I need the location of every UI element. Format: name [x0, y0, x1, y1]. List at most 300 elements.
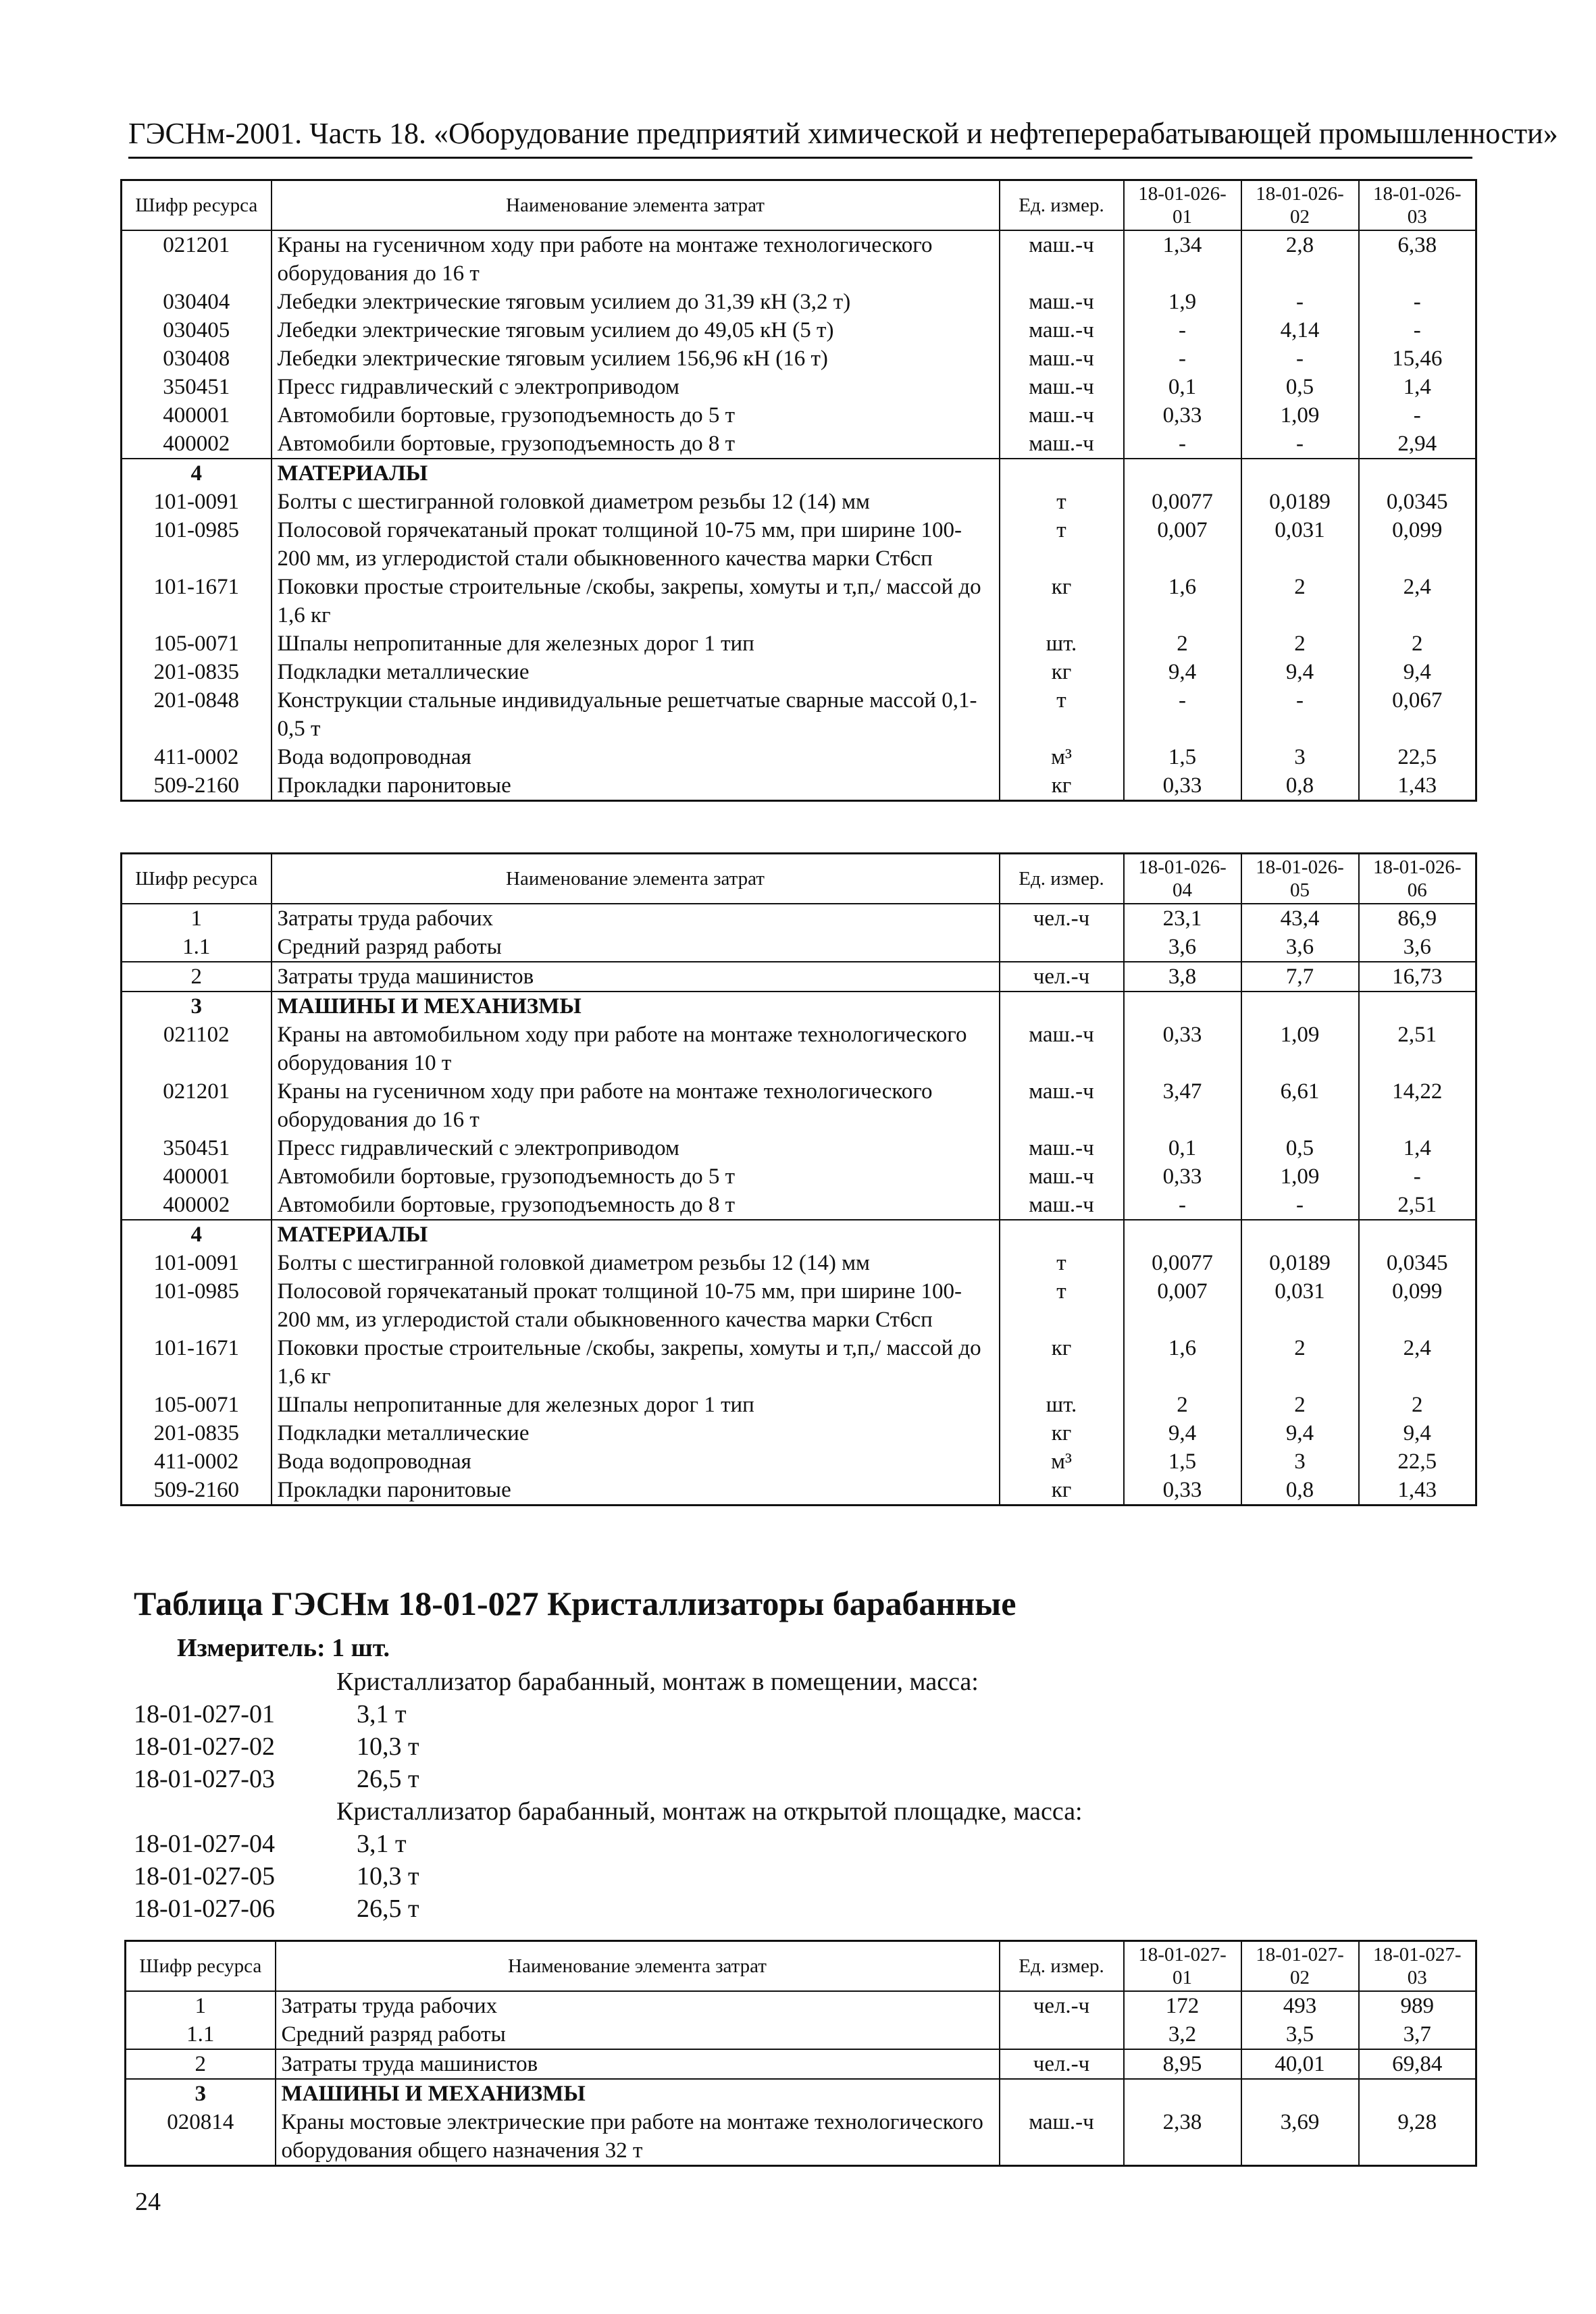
- resource-code: 101-0091: [122, 488, 272, 516]
- value-col-1: [1124, 1220, 1241, 1249]
- value-col-1: [1124, 459, 1241, 488]
- unit-cell: м³: [1000, 1447, 1124, 1476]
- header-unit: Ед. измер.: [1000, 180, 1124, 230]
- resource-name: Подкладки металлические: [272, 1419, 1000, 1447]
- value-col-3: 9,28: [1359, 2108, 1476, 2166]
- table-row: [122, 962, 1476, 992]
- unit-cell: маш.-ч: [1000, 288, 1124, 316]
- header-name: Наименование элемента затрат: [272, 180, 1000, 230]
- variant-code: 18-01-027-02: [134, 1732, 275, 1761]
- resource-code: 411-0002: [122, 743, 272, 771]
- resource-name: Краны на гусеничном ходу при работе на монтаже технологического оборудования до 16 т: [272, 230, 1000, 288]
- value-col-3: 16,73: [1359, 962, 1476, 992]
- value-col-1: 3,8: [1124, 962, 1241, 992]
- value-col-3: 22,5: [1359, 743, 1476, 771]
- unit-cell: маш.-ч: [1000, 430, 1124, 459]
- value-col-1: -: [1124, 344, 1241, 373]
- value-col-2: 3: [1241, 1447, 1359, 1476]
- table-header-row: [126, 1941, 1476, 1991]
- resource-name: Вода водопроводная: [272, 1447, 1000, 1476]
- group-title: Кристаллизатор барабанный, монтаж на открытой площадке, масса:: [336, 1797, 1083, 1826]
- value-col-2: 4,14: [1241, 316, 1359, 344]
- value-col-1: [1124, 2079, 1241, 2108]
- value-col-3: 3,6: [1359, 933, 1476, 962]
- unit-cell: кг: [1000, 771, 1124, 801]
- value-col-3: 14,22: [1359, 1077, 1476, 1134]
- resource-code: 201-0848: [122, 686, 272, 743]
- value-col-2: 9,4: [1241, 658, 1359, 686]
- value-col-1: 0,33: [1124, 1476, 1241, 1506]
- resource-code: 2: [122, 962, 272, 992]
- value-col-3: 2: [1359, 1391, 1476, 1419]
- resource-code: 1.1: [126, 2020, 276, 2049]
- section-title: Таблица ГЭСНм 18-01-027 Кристаллизаторы барабанные: [134, 1585, 1016, 1622]
- resource-name: Средний разряд работы: [272, 933, 1000, 962]
- resource-code: 021201: [122, 230, 272, 288]
- table-row: [122, 1419, 1476, 1447]
- value-col-3: 0,0345: [1359, 1249, 1476, 1277]
- table-row: [122, 1162, 1476, 1191]
- value-col-2: 40,01: [1241, 2049, 1359, 2079]
- value-col-3: 1,4: [1359, 373, 1476, 401]
- resource-code: 021201: [122, 1077, 272, 1134]
- unit-cell: [1000, 933, 1124, 962]
- value-col-1: 23,1: [1124, 904, 1241, 933]
- table-row: [122, 1391, 1476, 1419]
- resource-name: Шпалы непропитанные для железных дорог 1 тип: [272, 1391, 1000, 1419]
- unit-cell: кг: [1000, 1476, 1124, 1506]
- unit-cell: т: [1000, 1277, 1124, 1334]
- resource-code: 350451: [122, 1134, 272, 1162]
- resource-code: 030405: [122, 316, 272, 344]
- unit-cell: маш.-ч: [1000, 1191, 1124, 1220]
- value-col-1: 1,5: [1124, 743, 1241, 771]
- value-col-2: 1,09: [1241, 1021, 1359, 1077]
- table-row: [122, 316, 1476, 344]
- header-code: Шифр ресурса: [122, 854, 272, 904]
- resource-code: 030404: [122, 288, 272, 316]
- header-name: Наименование элемента затрат: [272, 854, 1000, 904]
- resource-name: Болты с шестигранной головкой диаметром резьбы 12 (14) мм: [272, 1249, 1000, 1277]
- value-col-3: 0,099: [1359, 1277, 1476, 1334]
- group-title: Кристаллизатор барабанный, монтаж в помещении, масса:: [336, 1668, 979, 1696]
- variant-value: 10,3 т: [357, 1862, 419, 1891]
- resource-name: Шпалы непропитанные для железных дорог 1 тип: [272, 629, 1000, 658]
- value-col-3: 1,43: [1359, 771, 1476, 801]
- value-col-2: [1241, 459, 1359, 488]
- value-col-2: 3: [1241, 743, 1359, 771]
- resource-code: 030408: [122, 344, 272, 373]
- resource-name: Лебедки электрические тяговым усилием 156,96 кН (16 т): [272, 344, 1000, 373]
- table-row: [122, 344, 1476, 373]
- value-col-3: [1359, 2079, 1476, 2108]
- value-col-2: 0,8: [1241, 1476, 1359, 1506]
- header-col-3: 18-01-026-03: [1359, 180, 1476, 230]
- resource-name: Вода водопроводная: [272, 743, 1000, 771]
- resource-code: 2: [126, 2049, 276, 2079]
- resource-code: 201-0835: [122, 658, 272, 686]
- value-col-2: 1,09: [1241, 401, 1359, 430]
- resource-code: 105-0071: [122, 1391, 272, 1419]
- value-col-3: [1359, 992, 1476, 1021]
- table-row: [122, 904, 1476, 933]
- value-col-2: -: [1241, 1191, 1359, 1220]
- resource-code: 400002: [122, 1191, 272, 1220]
- value-col-3: 69,84: [1359, 2049, 1476, 2079]
- header-code: Шифр ресурса: [122, 180, 272, 230]
- resource-name: Поковки простые строительные /скобы, закрепы, хомуты и т,п,/ массой до 1,6 кг: [272, 1334, 1000, 1391]
- resource-code: 1.1: [122, 933, 272, 962]
- resource-name: Затраты труда рабочих: [276, 1991, 1000, 2020]
- table-row: [122, 1249, 1476, 1277]
- resource-table-1: [120, 179, 1477, 802]
- unit-cell: м³: [1000, 743, 1124, 771]
- table-row: [126, 2079, 1476, 2108]
- resource-code: 400001: [122, 401, 272, 430]
- value-col-2: 0,0189: [1241, 1249, 1359, 1277]
- resource-name: Автомобили бортовые, грузоподъемность до 8 т: [272, 430, 1000, 459]
- unit-cell: маш.-ч: [1000, 401, 1124, 430]
- value-col-3: 2,51: [1359, 1021, 1476, 1077]
- value-col-1: -: [1124, 316, 1241, 344]
- table-row: [122, 743, 1476, 771]
- value-col-2: 2: [1241, 573, 1359, 629]
- value-col-3: 2: [1359, 629, 1476, 658]
- variant-row: [134, 1860, 1083, 1893]
- variant-value: 3,1 т: [357, 1830, 407, 1858]
- header-code: Шифр ресурса: [126, 1941, 276, 1991]
- value-col-1: 2,38: [1124, 2108, 1241, 2166]
- header-name: Наименование элемента затрат: [276, 1941, 1000, 1991]
- value-col-3: -: [1359, 288, 1476, 316]
- value-col-1: 3,2: [1124, 2020, 1241, 2049]
- header-col-3: 18-01-026-06: [1359, 854, 1476, 904]
- table-row: [122, 1476, 1476, 1506]
- resource-code: 101-0985: [122, 516, 272, 573]
- resource-name: Конструкции стальные индивидуальные решетчатые сварные массой 0,1-0,5 т: [272, 686, 1000, 743]
- value-col-2: -: [1241, 288, 1359, 316]
- resource-table-2: [120, 852, 1477, 1506]
- resource-name: МАШИНЫ И МЕХАНИЗМЫ: [272, 992, 1000, 1021]
- value-col-2: -: [1241, 344, 1359, 373]
- value-col-2: 3,6: [1241, 933, 1359, 962]
- variant-row: [134, 1730, 1083, 1763]
- value-col-3: 989: [1359, 1991, 1476, 2020]
- value-col-2: 9,4: [1241, 1419, 1359, 1447]
- unit-cell: т: [1000, 1249, 1124, 1277]
- value-col-2: 0,0189: [1241, 488, 1359, 516]
- table-row: [122, 488, 1476, 516]
- value-col-2: 0,5: [1241, 1134, 1359, 1162]
- value-col-1: 8,95: [1124, 2049, 1241, 2079]
- table-header-row: [122, 854, 1476, 904]
- unit-cell: маш.-ч: [1000, 2108, 1124, 2166]
- resource-name: Краны мостовые электрические при работе на монтаже технологического оборудования общего назначения 32 т: [276, 2108, 1000, 2166]
- unit-cell: маш.-ч: [1000, 1134, 1124, 1162]
- variant-code: 18-01-027-01: [134, 1700, 275, 1728]
- table-row: [122, 1191, 1476, 1220]
- table-row: [122, 658, 1476, 686]
- resource-name: Полосовой горячекатаный прокат толщиной 10-75 мм, при ширине 100-200 мм, из углеродистой стали обыкновенного качества марки Ст6сп: [272, 1277, 1000, 1334]
- table-row: [122, 288, 1476, 316]
- unit-cell: [1000, 2020, 1124, 2049]
- unit-cell: чел.-ч: [1000, 904, 1124, 933]
- value-col-3: 0,067: [1359, 686, 1476, 743]
- resource-code: 3: [126, 2079, 276, 2108]
- table-row: [122, 401, 1476, 430]
- table-row: [122, 1077, 1476, 1134]
- table-row: [122, 1021, 1476, 1077]
- resource-name: Средний разряд работы: [276, 2020, 1000, 2049]
- resource-name: Автомобили бортовые, грузоподъемность до 5 т: [272, 1162, 1000, 1191]
- page-number: 24: [135, 2188, 161, 2216]
- value-col-2: 7,7: [1241, 962, 1359, 992]
- resource-name: Затраты труда рабочих: [272, 904, 1000, 933]
- value-col-1: 0,33: [1124, 771, 1241, 801]
- value-col-3: 22,5: [1359, 1447, 1476, 1476]
- resource-name: МАТЕРИАЛЫ: [272, 1220, 1000, 1249]
- value-col-2: [1241, 992, 1359, 1021]
- resource-code: 400001: [122, 1162, 272, 1191]
- unit-cell: шт.: [1000, 1391, 1124, 1419]
- value-col-3: 9,4: [1359, 1419, 1476, 1447]
- unit-cell: маш.-ч: [1000, 1021, 1124, 1077]
- value-col-3: 3,7: [1359, 2020, 1476, 2049]
- resource-code: 509-2160: [122, 1476, 272, 1506]
- resource-name: Поковки простые строительные /скобы, закрепы, хомуты и т,п,/ массой до 1,6 кг: [272, 573, 1000, 629]
- table-row: [126, 2020, 1476, 2049]
- resource-code: 020814: [126, 2108, 276, 2166]
- resource-name: Лебедки электрические тяговым усилием до 49,05 кН (5 т): [272, 316, 1000, 344]
- table-header-row: [122, 180, 1476, 230]
- unit-cell: чел.-ч: [1000, 962, 1124, 992]
- variant-value: 26,5 т: [357, 1895, 419, 1923]
- value-col-1: 1,6: [1124, 573, 1241, 629]
- table-row: [126, 2108, 1476, 2166]
- variant-code: 18-01-027-04: [134, 1830, 275, 1858]
- resource-name: Автомобили бортовые, грузоподъемность до 8 т: [272, 1191, 1000, 1220]
- value-col-1: 0,33: [1124, 1021, 1241, 1077]
- unit-cell: т: [1000, 686, 1124, 743]
- value-col-2: 3,69: [1241, 2108, 1359, 2166]
- header-col-2: 18-01-027-02: [1241, 1941, 1359, 1991]
- table-row: [122, 230, 1476, 288]
- table-row: [122, 629, 1476, 658]
- value-col-1: 3,47: [1124, 1077, 1241, 1134]
- value-col-1: -: [1124, 686, 1241, 743]
- value-col-2: 0,5: [1241, 373, 1359, 401]
- resource-code: 101-0985: [122, 1277, 272, 1334]
- resource-code: 4: [122, 1220, 272, 1249]
- unit-cell: [1000, 2079, 1124, 2108]
- resource-name: МАШИНЫ И МЕХАНИЗМЫ: [276, 2079, 1000, 2108]
- value-col-2: 43,4: [1241, 904, 1359, 933]
- table-row: [122, 771, 1476, 801]
- resource-name: Краны на гусеничном ходу при работе на монтаже технологического оборудования до 16 т: [272, 1077, 1000, 1134]
- value-col-2: 6,61: [1241, 1077, 1359, 1134]
- value-col-1: 0,007: [1124, 1277, 1241, 1334]
- value-col-1: 2: [1124, 1391, 1241, 1419]
- resource-name: Лебедки электрические тяговым усилием до 31,39 кН (3,2 т): [272, 288, 1000, 316]
- value-col-2: 1,09: [1241, 1162, 1359, 1191]
- resource-table-3: [124, 1940, 1477, 2167]
- value-col-2: 493: [1241, 1991, 1359, 2020]
- resource-name: Полосовой горячекатаный прокат толщиной 10-75 мм, при ширине 100-200 мм, из углеродистой стали обыкновенного качества марки Ст6сп: [272, 516, 1000, 573]
- resource-name: Прокладки паронитовые: [272, 771, 1000, 801]
- value-col-1: 1,34: [1124, 230, 1241, 288]
- variant-row: [134, 1893, 1083, 1925]
- header-unit: Ед. измер.: [1000, 1941, 1124, 1991]
- table-row: [122, 459, 1476, 488]
- value-col-3: 1,43: [1359, 1476, 1476, 1506]
- unit-cell: маш.-ч: [1000, 1162, 1124, 1191]
- resource-code: 101-0091: [122, 1249, 272, 1277]
- value-col-2: 3,5: [1241, 2020, 1359, 2049]
- variant-code: 18-01-027-05: [134, 1862, 275, 1891]
- value-col-3: 0,099: [1359, 516, 1476, 573]
- table-row: [122, 686, 1476, 743]
- variant-code: 18-01-027-03: [134, 1765, 275, 1793]
- resource-name: Пресс гидравлический с электроприводом: [272, 1134, 1000, 1162]
- variant-value: 26,5 т: [357, 1765, 419, 1793]
- value-col-1: 0,007: [1124, 516, 1241, 573]
- unit-cell: кг: [1000, 1334, 1124, 1391]
- resource-name: Автомобили бортовые, грузоподъемность до 5 т: [272, 401, 1000, 430]
- resource-code: 021102: [122, 1021, 272, 1077]
- page-header: ГЭСНм-2001. Часть 18. «Оборудование предприятий химической и нефтеперерабатывающей промышленности»: [128, 113, 1472, 159]
- value-col-1: 1,6: [1124, 1334, 1241, 1391]
- value-col-3: 9,4: [1359, 658, 1476, 686]
- value-col-2: 0,031: [1241, 1277, 1359, 1334]
- value-col-3: 86,9: [1359, 904, 1476, 933]
- resource-code: 1: [122, 904, 272, 933]
- unit-cell: [1000, 1220, 1124, 1249]
- value-col-1: 0,0077: [1124, 1249, 1241, 1277]
- resource-name: Затраты труда машинистов: [272, 962, 1000, 992]
- header-col-1: 18-01-026-04: [1124, 854, 1241, 904]
- table-row: [122, 1220, 1476, 1249]
- table-row: [122, 933, 1476, 962]
- value-col-2: [1241, 1220, 1359, 1249]
- resource-code: 400002: [122, 430, 272, 459]
- header-col-2: 18-01-026-02: [1241, 180, 1359, 230]
- resource-code: 509-2160: [122, 771, 272, 801]
- table-row: [126, 1991, 1476, 2020]
- table-row: [122, 430, 1476, 459]
- value-col-2: [1241, 2079, 1359, 2108]
- resource-code: 105-0071: [122, 629, 272, 658]
- unit-cell: кг: [1000, 658, 1124, 686]
- resource-code: 201-0835: [122, 1419, 272, 1447]
- value-col-3: -: [1359, 316, 1476, 344]
- table-row: [122, 516, 1476, 573]
- resource-name: Затраты труда машинистов: [276, 2049, 1000, 2079]
- value-col-3: 2,4: [1359, 573, 1476, 629]
- unit-cell: маш.-ч: [1000, 230, 1124, 288]
- variants-list: [134, 1666, 1083, 1925]
- value-col-1: 1,9: [1124, 288, 1241, 316]
- resource-name: МАТЕРИАЛЫ: [272, 459, 1000, 488]
- table-row: [126, 2049, 1476, 2079]
- value-col-3: [1359, 459, 1476, 488]
- unit-cell: [1000, 992, 1124, 1021]
- header-col-1: 18-01-027-01: [1124, 1941, 1241, 1991]
- table-row: [122, 373, 1476, 401]
- variant-value: 10,3 т: [357, 1732, 419, 1761]
- value-col-3: 2,51: [1359, 1191, 1476, 1220]
- resource-name: Прокладки паронитовые: [272, 1476, 1000, 1506]
- value-col-2: -: [1241, 430, 1359, 459]
- unit-cell: чел.-ч: [1000, 2049, 1124, 2079]
- table-row: [122, 992, 1476, 1021]
- unit-cell: чел.-ч: [1000, 1991, 1124, 2020]
- value-col-1: 9,4: [1124, 658, 1241, 686]
- resource-name: Болты с шестигранной головкой диаметром резьбы 12 (14) мм: [272, 488, 1000, 516]
- resource-code: 101-1671: [122, 1334, 272, 1391]
- unit-cell: т: [1000, 488, 1124, 516]
- value-col-1: 0,33: [1124, 1162, 1241, 1191]
- value-col-1: 3,6: [1124, 933, 1241, 962]
- value-col-3: 2,94: [1359, 430, 1476, 459]
- value-col-2: 2: [1241, 629, 1359, 658]
- value-col-3: 15,46: [1359, 344, 1476, 373]
- value-col-2: -: [1241, 686, 1359, 743]
- table-row: [122, 1134, 1476, 1162]
- table-row: [122, 1277, 1476, 1334]
- value-col-1: 2: [1124, 629, 1241, 658]
- variant-row: [134, 1763, 1083, 1795]
- header-col-3: 18-01-027-03: [1359, 1941, 1476, 1991]
- value-col-1: 0,1: [1124, 1134, 1241, 1162]
- value-col-3: [1359, 1220, 1476, 1249]
- header-unit: Ед. измер.: [1000, 854, 1124, 904]
- header-col-1: 18-01-026-01: [1124, 180, 1241, 230]
- variant-value: 3,1 т: [357, 1700, 407, 1728]
- value-col-2: 0,031: [1241, 516, 1359, 573]
- value-col-1: 1,5: [1124, 1447, 1241, 1476]
- value-col-2: 2: [1241, 1391, 1359, 1419]
- resource-name: Подкладки металлические: [272, 658, 1000, 686]
- unit-cell: маш.-ч: [1000, 373, 1124, 401]
- value-col-3: 1,4: [1359, 1134, 1476, 1162]
- value-col-1: 0,33: [1124, 401, 1241, 430]
- resource-code: 101-1671: [122, 573, 272, 629]
- value-col-1: -: [1124, 430, 1241, 459]
- resource-code: 3: [122, 992, 272, 1021]
- value-col-1: [1124, 992, 1241, 1021]
- unit-cell: шт.: [1000, 629, 1124, 658]
- resource-code: 4: [122, 459, 272, 488]
- resource-name: Краны на автомобильном ходу при работе на монтаже технологического оборудования 10 т: [272, 1021, 1000, 1077]
- value-col-1: -: [1124, 1191, 1241, 1220]
- variant-row: [134, 1698, 1083, 1730]
- value-col-3: 6,38: [1359, 230, 1476, 288]
- value-col-3: -: [1359, 401, 1476, 430]
- variant-code: 18-01-027-06: [134, 1895, 275, 1923]
- unit-cell: т: [1000, 516, 1124, 573]
- value-col-2: 2: [1241, 1334, 1359, 1391]
- resource-name: Пресс гидравлический с электроприводом: [272, 373, 1000, 401]
- unit-cell: маш.-ч: [1000, 344, 1124, 373]
- unit-cell: маш.-ч: [1000, 1077, 1124, 1134]
- value-col-3: 0,0345: [1359, 488, 1476, 516]
- resource-code: 411-0002: [122, 1447, 272, 1476]
- header-col-2: 18-01-026-05: [1241, 854, 1359, 904]
- value-col-1: 0,0077: [1124, 488, 1241, 516]
- resource-code: 1: [126, 1991, 276, 2020]
- unit-cell: маш.-ч: [1000, 316, 1124, 344]
- value-col-1: 9,4: [1124, 1419, 1241, 1447]
